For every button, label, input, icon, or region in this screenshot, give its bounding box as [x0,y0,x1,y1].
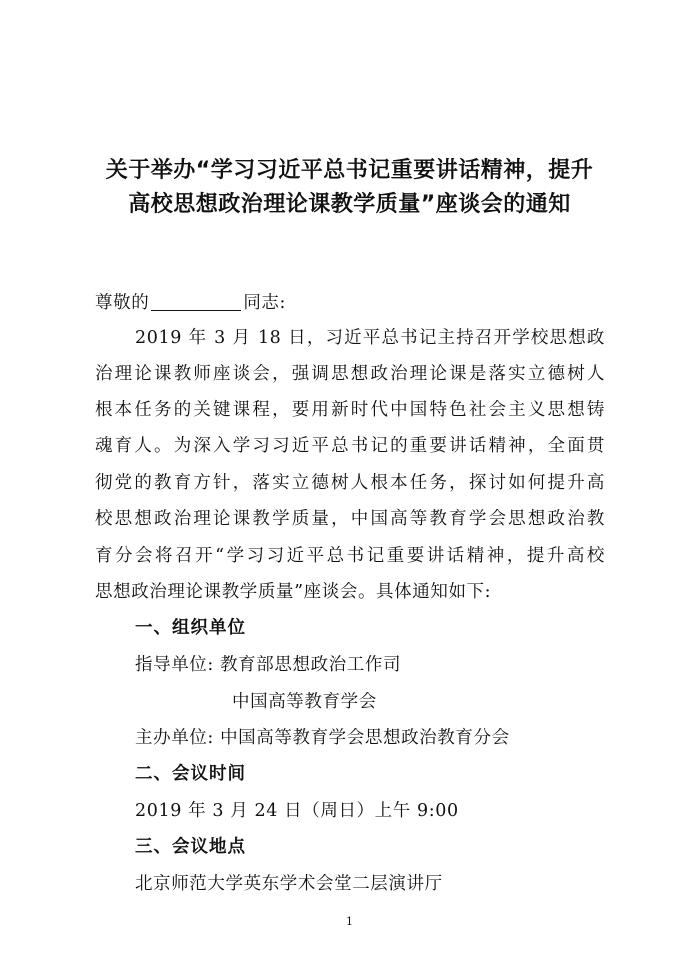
body-line-2: 治理论课教师座谈会，强调思想政治理论课是落实立德树人 [95,364,605,384]
page-number: 1 [346,915,353,928]
salutation [95,289,605,314]
host-unit-row [135,724,645,749]
section-heading-time: 二、会议时间 [135,764,246,784]
salutation-suffix: 同志: [243,293,287,313]
body-line-4: 魂育人。为深入学习习近平总书记的重要讲话精神，全面贯 [95,436,605,456]
body-line-6: 校思想政治理论课教学质量，中国高等教育学会思想政治教 [95,509,605,529]
meeting-time: 2019 年 3 月 24 日（周日）上午 9:00 [135,801,459,821]
document-title-line-2: 高校思想政治理论课教学质量”座谈会的通知 [128,192,571,217]
section-heading-location: 三、会议地点 [135,837,246,857]
body-line-8: 思想政治理论课教学质量”座谈会。具体通知如下: [95,582,492,602]
body-line-1: 2019 年 3 月 18 日，习近平总书记主持召开学校思想政 [135,328,605,348]
guide-unit-row [135,651,645,676]
host-unit-org: 中国高等教育学会思想政治教育分会 [220,728,510,748]
meeting-location: 北京师范大学英东学术会堂二层演讲厅 [135,874,443,894]
section-heading-organizers: 一、组织单位 [135,618,246,638]
guide-unit-label: 指导单位: [135,655,214,675]
host-unit-label: 主办单位: [135,728,214,748]
body-line-7: 育分会将召开“学习习近平总书记重要讲话精神，提升高校 [95,546,605,566]
guide-unit-org-2: 中国高等教育学会 [232,692,377,712]
body-line-5: 彻党的教育方针，落实立德树人根本任务，探讨如何提升高 [95,473,605,493]
body-line-3: 根本任务的关键课程，要用新时代中国特色社会主义思想铸 [95,400,605,420]
document-title-line-1: 关于举办“学习习近平总书记重要讲话精神，提升 [105,158,594,183]
name-blank-underline [151,292,241,311]
guide-unit-org-1: 教育部思想政治工作司 [220,655,402,675]
salutation-prefix: 尊敬的 [95,293,150,313]
